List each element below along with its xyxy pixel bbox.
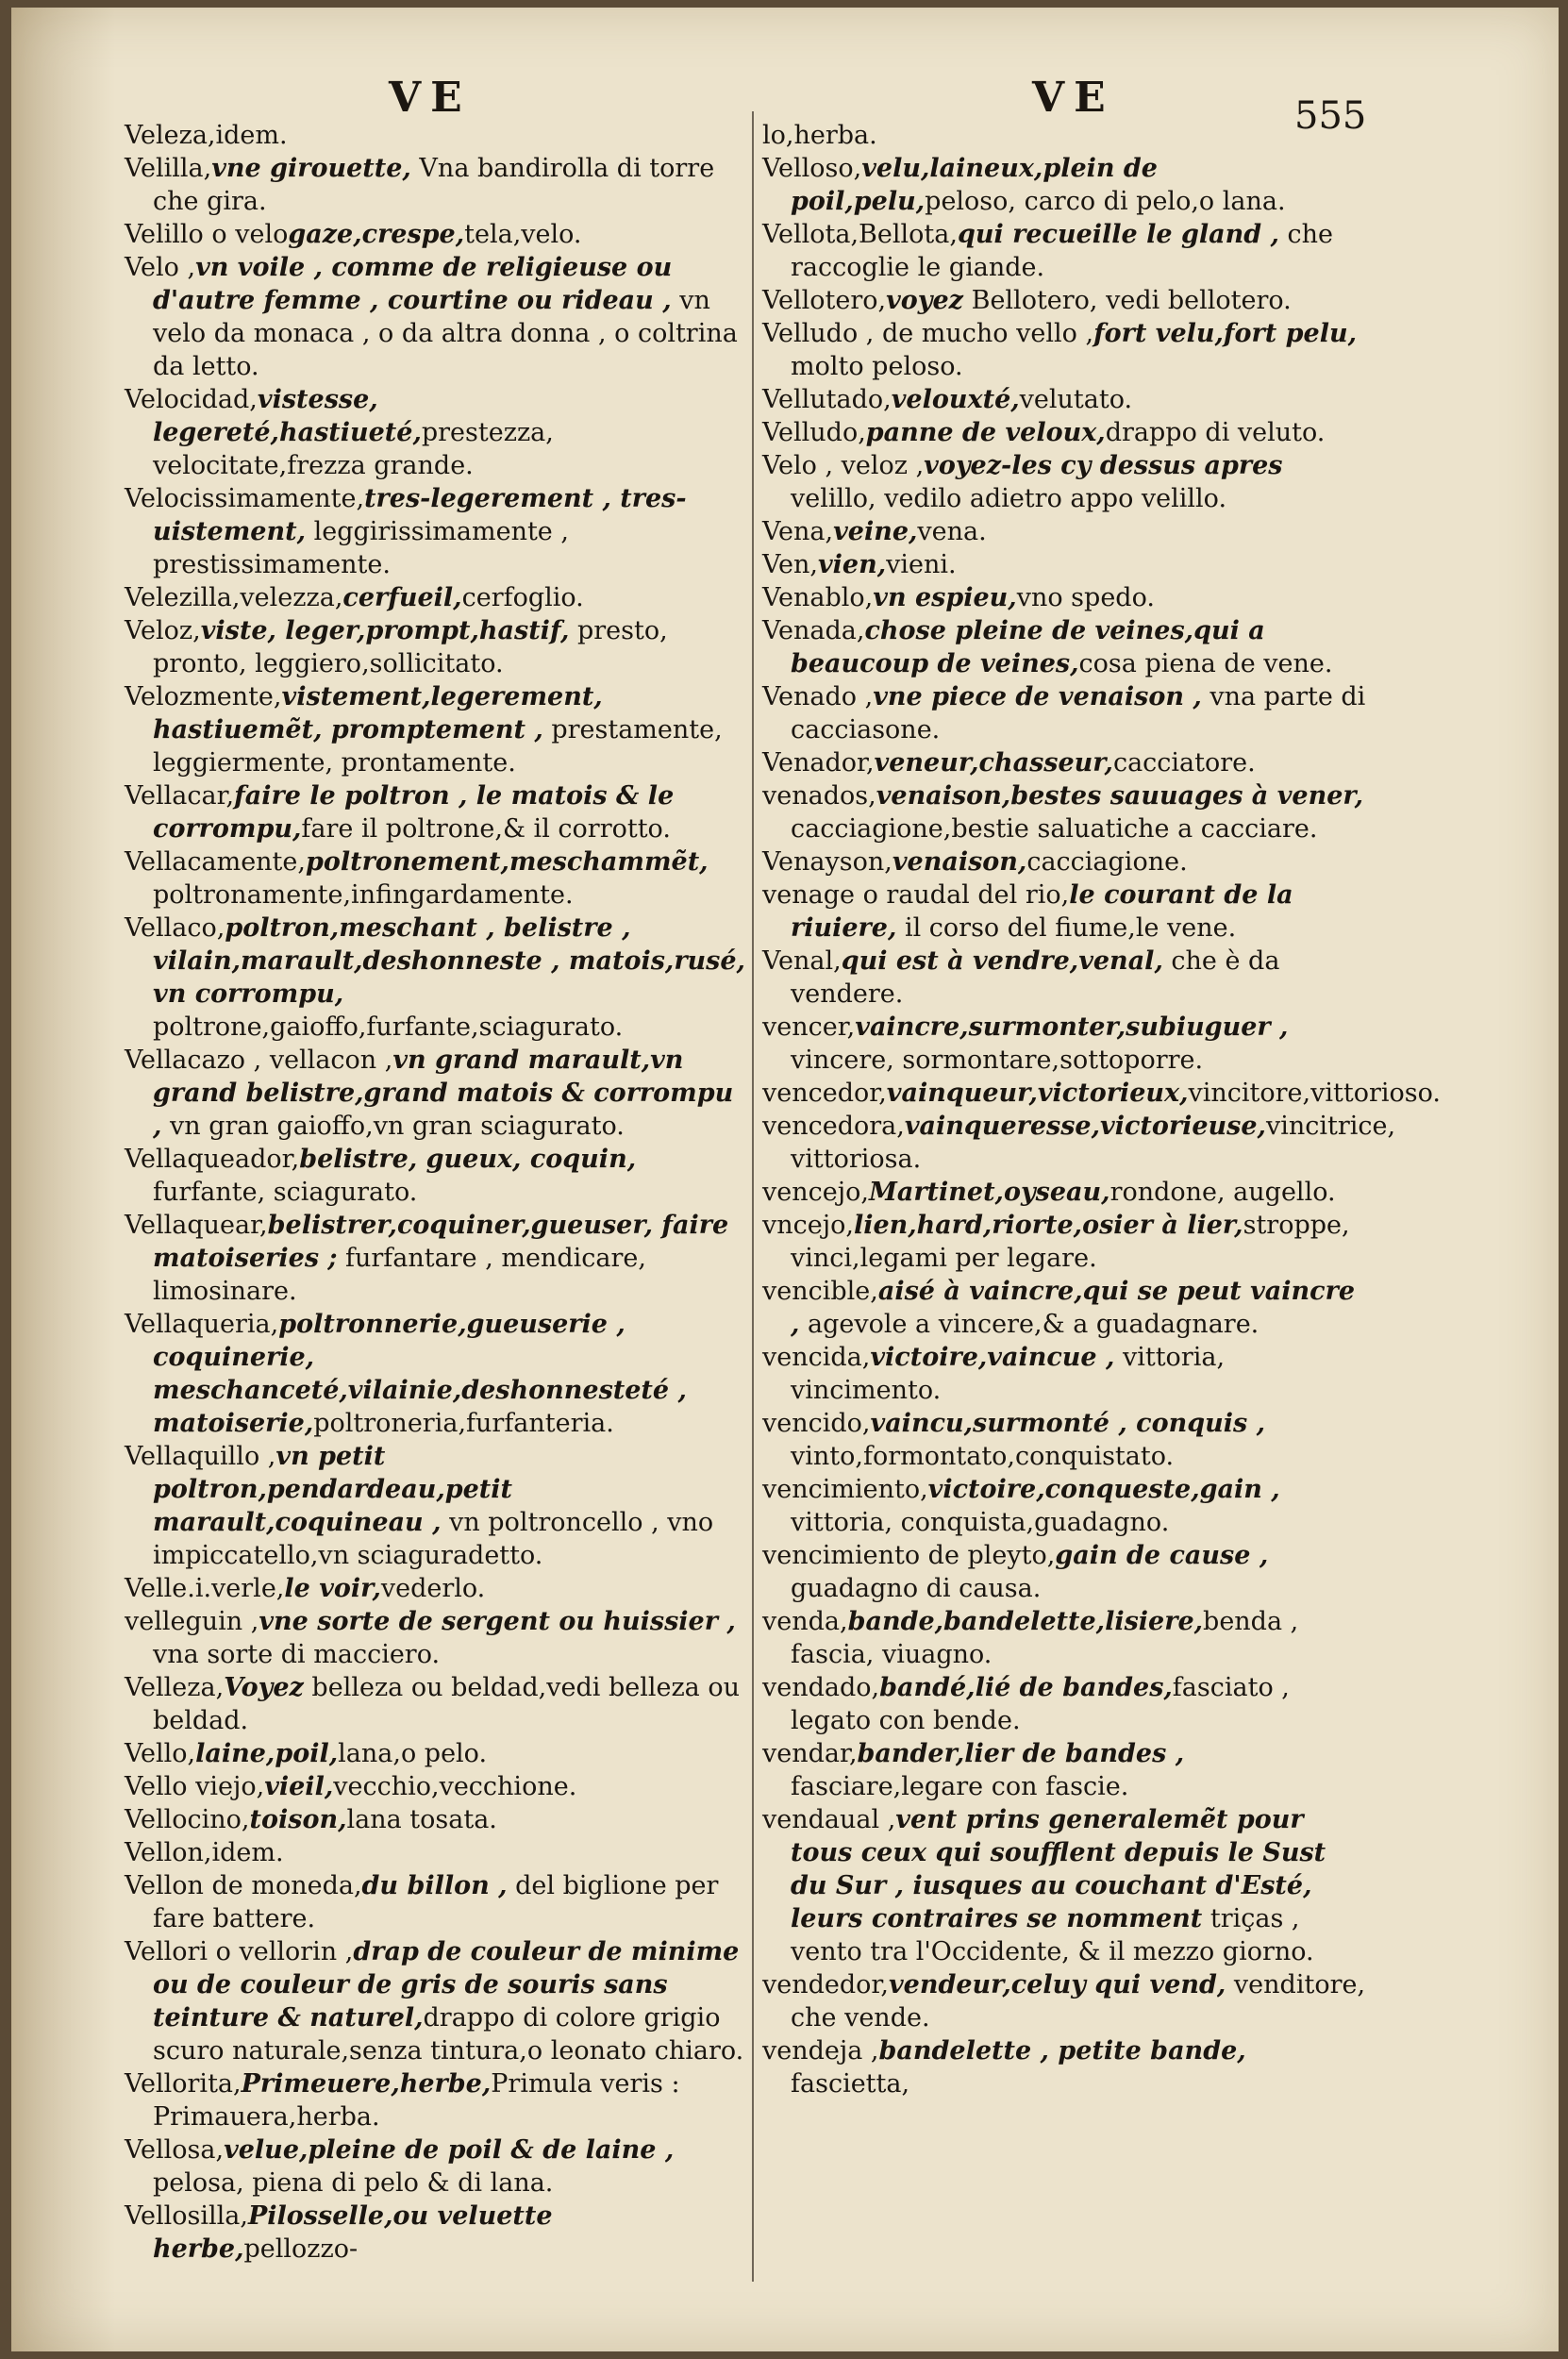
dictionary-entry (762, 383, 1366, 416)
entry-italian: vinto,formontato,conquistato. (791, 1442, 1175, 1471)
entry-french: velu,laineux,plein de poil,pelu, (791, 154, 1158, 216)
entry-headword: Vellori o vellorin , (125, 1937, 354, 1966)
entry-italian: cacciagione. (1026, 847, 1188, 877)
dictionary-entry (125, 1671, 747, 1737)
dictionary-entry (762, 1605, 1366, 1671)
dictionary-entry (762, 1968, 1366, 2034)
entry-italian: belleza ou beldad,vedi belleza ou beldad. (153, 1673, 741, 1735)
entry-headword: Vellotero, (762, 286, 887, 315)
entry-headword: Vellosilla, (125, 2201, 248, 2231)
dictionary-entry (762, 119, 1366, 152)
dictionary-entry (125, 1440, 747, 1572)
entry-italian: vno spedo. (1016, 583, 1155, 612)
entry-headword: vencida, (762, 1343, 871, 1372)
entry-headword: Vello viejo, (125, 1772, 265, 1801)
dictionary-entry (125, 1869, 747, 1935)
dictionary-entry (762, 317, 1366, 383)
dictionary-entry (125, 1935, 747, 2067)
dictionary-entry (125, 1308, 747, 1440)
entry-french: venaison, (892, 847, 1027, 877)
entry-french: vn espieu, (873, 583, 1017, 612)
entry-italian: fasciare,legare con fascie. (791, 1772, 1129, 1801)
dictionary-entry (125, 1143, 747, 1209)
entry-italian: del biglione per fare battere. (153, 1871, 719, 1933)
entry-headword: Vello, (125, 1739, 196, 1768)
dictionary-entry (762, 1341, 1366, 1407)
dictionary-entry (762, 878, 1366, 945)
entry-headword: Velleza, (125, 1673, 225, 1702)
entry-french: Martinet,oyseau, (868, 1178, 1110, 1207)
entry-headword: vendaual , (762, 1805, 896, 1834)
dictionary-entry (125, 614, 747, 680)
entry-italian: vederlo. (380, 1574, 486, 1603)
entry-french: le voir, (284, 1574, 381, 1603)
entry-italian: rondone, augello. (1109, 1178, 1336, 1207)
dictionary-entry (762, 515, 1366, 548)
entry-italian: vittoria, conquista,guadagno. (791, 1508, 1170, 1537)
entry-french: belistrer,coquiner,gueuser, faire matoiseries ; (153, 1211, 729, 1273)
entry-headword: Vellacar, (125, 781, 235, 811)
entry-italian: che è da vendere. (791, 946, 1280, 1009)
entry-french: bande,bandelette,lisiere, (847, 1607, 1204, 1636)
dictionary-entry (125, 912, 747, 1044)
entry-french: bandelette , petite bande, (878, 2036, 1246, 2066)
entry-french: drap de couleur de minime ou de couleur de gris de souris sans teinture & naturel, (153, 1937, 740, 2033)
entry-italian: Vna bandirolla di torre che gira. (153, 154, 715, 216)
entry-italian: presto, pronto, leggiero,sollicitato. (153, 616, 668, 678)
column-divider (752, 111, 754, 2282)
entry-italian: Primula veris : Primauera,herba. (153, 2069, 680, 2132)
dictionary-entry (125, 2067, 747, 2133)
entry-french: vainqueresse,victorieuse, (904, 1112, 1266, 1141)
entry-headword: Vellon de moneda, (125, 1871, 362, 1900)
entry-italian: vn poltroncello , vno impiccatello,vn sciaguradetto. (153, 1508, 714, 1570)
entry-italian: poltronamente,infingardamente. (153, 880, 574, 910)
dictionary-entry (125, 779, 747, 845)
entry-headword: venage o raudal del rio, (762, 880, 1070, 910)
entry-french: bandé,lié de bandes, (879, 1673, 1173, 1702)
entry-italian: vn gran gaioffo,vn gran sciagurato. (161, 1112, 625, 1141)
dictionary-entry (762, 779, 1366, 845)
entry-headword: Velocissimamente, (125, 484, 365, 513)
dictionary-entry (762, 680, 1366, 746)
entry-headword: venda, (762, 1607, 848, 1636)
entry-headword: Velo , (125, 253, 196, 282)
entry-french: vaincre,surmonter,subiuguer , (855, 1012, 1289, 1042)
dictionary-entry (762, 1077, 1441, 1110)
dictionary-entry (125, 1605, 747, 1671)
entry-headword: Vellosa, (125, 2135, 225, 2165)
entry-italian: guadagno di causa. (791, 1574, 1042, 1603)
entry-french: veneur,chasseur, (874, 748, 1113, 778)
entry-italian: stroppe, vinci,legami per legare. (791, 1211, 1350, 1273)
dictionary-entry (762, 1473, 1366, 1539)
entry-headword: vencible, (762, 1277, 878, 1306)
dictionary-entry (125, 581, 747, 614)
entry-french: vn grand marault,vn grand belistre,grand matois & corrompu , (153, 1046, 734, 1141)
entry-italian: prestezza, velocitate,frezza grande. (153, 418, 554, 480)
entry-french: venaison,bestes sauuages à vener, (876, 781, 1364, 811)
entry-headword: vencido, (762, 1409, 871, 1438)
entry-italian: tela,velo. (464, 220, 582, 249)
entry-french: gain de cause , (1055, 1541, 1269, 1570)
entry-french: toison, (249, 1805, 347, 1834)
entry-headword: vencer, (762, 1012, 856, 1042)
entry-french: qui recueille le gland , (957, 220, 1279, 249)
running-head-left: VE (389, 74, 472, 122)
entry-headword: Velludo, (762, 418, 866, 447)
entry-italian: pelosa, piena di pelo & di lana. (153, 2168, 554, 2198)
entry-french: belistre, gueux, coquin, (299, 1145, 637, 1174)
dictionary-entry (125, 1044, 747, 1143)
entry-italian: agevole a vincere,& a guadagnare. (799, 1310, 1259, 1339)
entry-italian: drappo di colore grigio scuro naturale,senza tintura,o leonato chiaro. (153, 2003, 744, 2066)
entry-headword: vencedor, (762, 1079, 887, 1108)
dictionary-page (11, 8, 1559, 2351)
entry-french: vaincu,surmonté , conquis , (870, 1409, 1265, 1438)
entry-french: velue,pleine de poil & de laine , (224, 2135, 675, 2165)
dictionary-entry (762, 1737, 1366, 1803)
entry-headword: vendedor, (762, 1970, 889, 1999)
dictionary-entry (125, 1737, 747, 1770)
entry-french: viste, leger,prompt,hastif, (200, 616, 570, 645)
entry-french: vainqueur,victorieux, (886, 1079, 1189, 1108)
entry-french: Pilosselle,ou veluette herbe, (153, 2201, 553, 2264)
entry-headword: Velludo , de mucho vello , (762, 319, 1094, 348)
entry-headword: Vellacazo , vellacon , (125, 1046, 393, 1075)
entry-headword: Vellaco, (125, 913, 225, 943)
entry-italian: vincitore,vittorioso. (1188, 1079, 1441, 1108)
dictionary-entry (762, 1539, 1366, 1605)
dictionary-entry (762, 1209, 1366, 1275)
dictionary-entry (762, 1110, 1396, 1176)
entry-italian: cosa piena de vene. (1078, 649, 1333, 678)
entry-italian: furfantare , mendicare, limosinare. (153, 1244, 646, 1306)
entry-headword: velleguin , (125, 1607, 259, 1636)
dictionary-entry (762, 449, 1366, 515)
dictionary-entry (125, 1770, 747, 1803)
entry-italian: vieni. (886, 550, 957, 579)
entry-headword: Venado , (762, 682, 874, 711)
left-column (125, 119, 747, 2266)
dictionary-entry (762, 1275, 1366, 1341)
dictionary-entry (125, 680, 747, 779)
entry-headword: vencedora, (762, 1112, 905, 1141)
entry-headword: vencejo, (762, 1178, 869, 1207)
entry-italian: molto peloso. (791, 352, 963, 381)
entry-french: qui est à vendre,venal, (841, 946, 1163, 976)
entry-french: vendeur,celuy qui vend, (888, 1970, 1226, 1999)
entry-headword: Vellaquear, (125, 1211, 268, 1240)
entry-french: vieil, (264, 1772, 334, 1801)
entry-french: Voyez (224, 1673, 304, 1702)
entry-headword: Vellocino, (125, 1805, 250, 1834)
entry-italian: cacciatore. (1112, 748, 1256, 778)
entry-french: voyez-les cy dessus apres (924, 451, 1283, 480)
entry-french: cerfueil, (342, 583, 462, 612)
entry-headword: Ven, (762, 550, 818, 579)
entry-headword: vendeja , (762, 2036, 879, 2066)
entry-french: panne de veloux, (865, 418, 1106, 447)
running-head-right: VE (1032, 74, 1115, 122)
entry-french: Primeuere,herbe, (241, 2069, 492, 2099)
entry-french: vistesse, legereté,hastiueté, (153, 385, 422, 447)
page-number: 555 (1294, 94, 1367, 138)
entry-french: vistement,legerement, hastiuemẽt, promptement , (153, 682, 603, 745)
entry-french: poltronement,meschammẽt, (305, 847, 709, 877)
dictionary-entry (125, 1836, 747, 1869)
entry-headword: Velo , veloz , (762, 451, 925, 480)
entry-italian: vittoria, vincimento. (791, 1343, 1226, 1405)
dictionary-entry (762, 548, 1366, 581)
entry-italian: peloso, carco di pelo,o lana. (925, 187, 1286, 216)
entry-italian: triças , vento tra l'Occidente, & il mezzo giorno. (791, 1904, 1314, 1966)
entry-french: velouxté, (891, 385, 1020, 414)
entry-french: vien, (817, 550, 887, 579)
entry-headword: Vellutado, (762, 385, 892, 414)
entry-headword: Velle.i.verle, (125, 1574, 285, 1603)
entry-italian: pellozzo- (243, 2234, 359, 2264)
entry-headword: Vellaquillo , (125, 1442, 276, 1471)
dictionary-entry (762, 1803, 1366, 1968)
entry-headword: vncejo, (762, 1211, 854, 1240)
entry-headword: Venal, (762, 946, 842, 976)
dictionary-entry (125, 383, 747, 482)
dictionary-entry (125, 119, 747, 152)
entry-headword: vendado, (762, 1673, 880, 1702)
entry-french: voyez (886, 286, 964, 315)
entry-french: le courant de la riuiere, (791, 880, 1293, 943)
entry-italian: poltroneria,furfanteria. (313, 1409, 614, 1438)
entry-italian: poltrone,gaioffo,furfante,sciagurato. (153, 1012, 624, 1042)
dictionary-entry (762, 152, 1366, 218)
entry-french: vne piece de venaison , (873, 682, 1202, 711)
entry-italian: cerfoglio. (461, 583, 584, 612)
dictionary-entry (762, 1011, 1366, 1077)
entry-italian: velutato. (1019, 385, 1133, 414)
entry-italian: cacciagione,bestie saluatiche a cacciare. (791, 814, 1318, 844)
dictionary-entry (125, 251, 747, 383)
entry-headword: Vellaqueador, (125, 1145, 300, 1174)
dictionary-entry (762, 614, 1366, 680)
entry-french: poltronnerie,gueuserie , coquinerie, meschanceté,vilainie,deshonnesteté , matoiserie, (153, 1310, 687, 1438)
entry-italian: prestamente, leggiermente, prontamente. (153, 715, 723, 778)
entry-headword: Venador, (762, 748, 875, 778)
dictionary-entry (762, 746, 1366, 779)
dictionary-entry (762, 416, 1366, 449)
dictionary-entry (762, 945, 1366, 1011)
entry-italian: fare il poltrone,& il corrotto. (301, 814, 671, 844)
dictionary-entry (125, 1803, 747, 1836)
entry-french: victoire,conqueste,gain , (927, 1475, 1280, 1504)
entry-french: chose pleine de veines,qui a beaucoup de veines, (791, 616, 1265, 678)
dictionary-entry (762, 1671, 1366, 1737)
entry-italian: velillo, vedilo adietro appo velillo. (791, 484, 1227, 513)
entry-headword: Velezilla,velezza, (125, 583, 343, 612)
entry-italian: Bellotero, vedi bellotero. (963, 286, 1292, 315)
entry-french: vne girouette, (211, 154, 411, 183)
entry-italian: drappo di veluto. (1105, 418, 1326, 447)
entry-french: vne sorte de sergent ou huissier , (259, 1607, 736, 1636)
right-column (762, 119, 1441, 2100)
dictionary-entry (125, 218, 747, 251)
dictionary-entry (762, 2034, 1366, 2100)
dictionary-entry (125, 152, 747, 218)
dictionary-entry (762, 845, 1366, 878)
entry-french: gaze,crespe, (288, 220, 465, 249)
entry-headword: Velilla, (125, 154, 212, 183)
dictionary-entry (125, 1572, 747, 1605)
entry-italian: furfante, sciagurato. (153, 1178, 418, 1207)
entry-italian: benda , fascia, viuagno. (791, 1607, 1299, 1669)
entry-italian: che raccoglie le giande. (791, 220, 1333, 282)
dictionary-entry (762, 1176, 1366, 1209)
entry-french: du billon , (361, 1871, 508, 1900)
entry-headword: Vellorita, (125, 2069, 242, 2099)
entry-headword: lo,herba. (762, 121, 877, 150)
entry-italian: fascietta, (791, 2069, 910, 2099)
dictionary-entry (762, 581, 1366, 614)
entry-french: vn petit poltron,pendardeau,petit marault,coquineau , (153, 1442, 513, 1537)
dictionary-entry (125, 1209, 747, 1308)
entry-headword: Velozmente, (125, 682, 282, 711)
entry-headword: Veloz, (125, 616, 201, 645)
entry-italian: vna sorte di macciero. (153, 1640, 441, 1669)
entry-italian: vincitrice, vittoriosa. (791, 1112, 1396, 1174)
entry-french: vn voile , comme de religieuse ou d'autre femme , courtine ou rideau , (153, 253, 673, 315)
entry-headword: Venayson, (762, 847, 892, 877)
entry-headword: Veleza,idem. (125, 121, 288, 150)
entry-french: laine,poil, (195, 1739, 339, 1768)
entry-headword: Vellaqueria, (125, 1310, 279, 1339)
entry-italian: vincere, sormontare,sottoporre. (791, 1046, 1204, 1075)
entry-headword: Velloso, (762, 154, 862, 183)
dictionary-entry (762, 1407, 1366, 1473)
entry-french: veine, (833, 517, 918, 546)
entry-italian: venditore, che vende. (791, 1970, 1366, 2033)
dictionary-entry (125, 2200, 747, 2266)
entry-french: vent prins generalemẽt pour tous ceux qui soufflent depuis le Sust du Sur , iusques au couchant d'Esté, leurs contraires se nomment (791, 1805, 1326, 1933)
entry-french: aisé à vaincre,qui se peut vaincre , (791, 1277, 1356, 1339)
dictionary-entry (125, 845, 747, 912)
entry-french: fort velu,fort pelu, (1093, 319, 1358, 348)
dictionary-entry (762, 218, 1366, 284)
entry-headword: vendar, (762, 1739, 858, 1768)
entry-headword: Vena, (762, 517, 834, 546)
entry-italian: fasciato , legato con bende. (791, 1673, 1290, 1735)
entry-headword: vencimiento, (762, 1475, 928, 1504)
entry-headword: Vellota,Bellota, (762, 220, 958, 249)
entry-italian: il corso del fiume,le vene. (896, 913, 1237, 943)
entry-italian: vecchio,vecchione. (333, 1772, 577, 1801)
entry-french: faire le poltron , le matois & le corrompu, (153, 781, 675, 844)
entry-french: bander,lier de bandes , (857, 1739, 1185, 1768)
entry-french: victoire,vaincue , (870, 1343, 1115, 1372)
entry-italian: vn velo da monaca , o da altra donna , o coltrina da letto. (153, 286, 738, 381)
entry-headword: Venada, (762, 616, 865, 645)
entry-french: tres-legerement , tres-uistement, (153, 484, 687, 546)
entry-headword: Vellacamente, (125, 847, 306, 877)
entry-headword: venados, (762, 781, 876, 811)
dictionary-entry (762, 284, 1366, 317)
dictionary-entry (125, 482, 747, 581)
entry-headword: Vellon,idem. (125, 1838, 284, 1867)
entry-italian: lana,o pelo. (338, 1739, 488, 1768)
entry-french: poltron,meschant , belistre , vilain,marault,deshonneste , matois,rusé, vn corrompu, (153, 913, 745, 1009)
entry-headword: vencimiento de pleyto, (762, 1541, 1056, 1570)
entry-italian: vna parte di cacciasone. (791, 682, 1366, 745)
dictionary-entry (125, 2133, 747, 2200)
entry-headword: Velocidad, (125, 385, 258, 414)
entry-italian: lana tosata. (346, 1805, 497, 1834)
entry-french: lien,hard,riorte,osier à lier, (853, 1211, 1243, 1240)
entry-headword: Venablo, (762, 583, 874, 612)
entry-italian: vena. (917, 517, 987, 546)
entry-headword: Velillo o velo (125, 220, 289, 249)
entry-italian: leggirissimamente , prestissimamente. (153, 517, 569, 579)
